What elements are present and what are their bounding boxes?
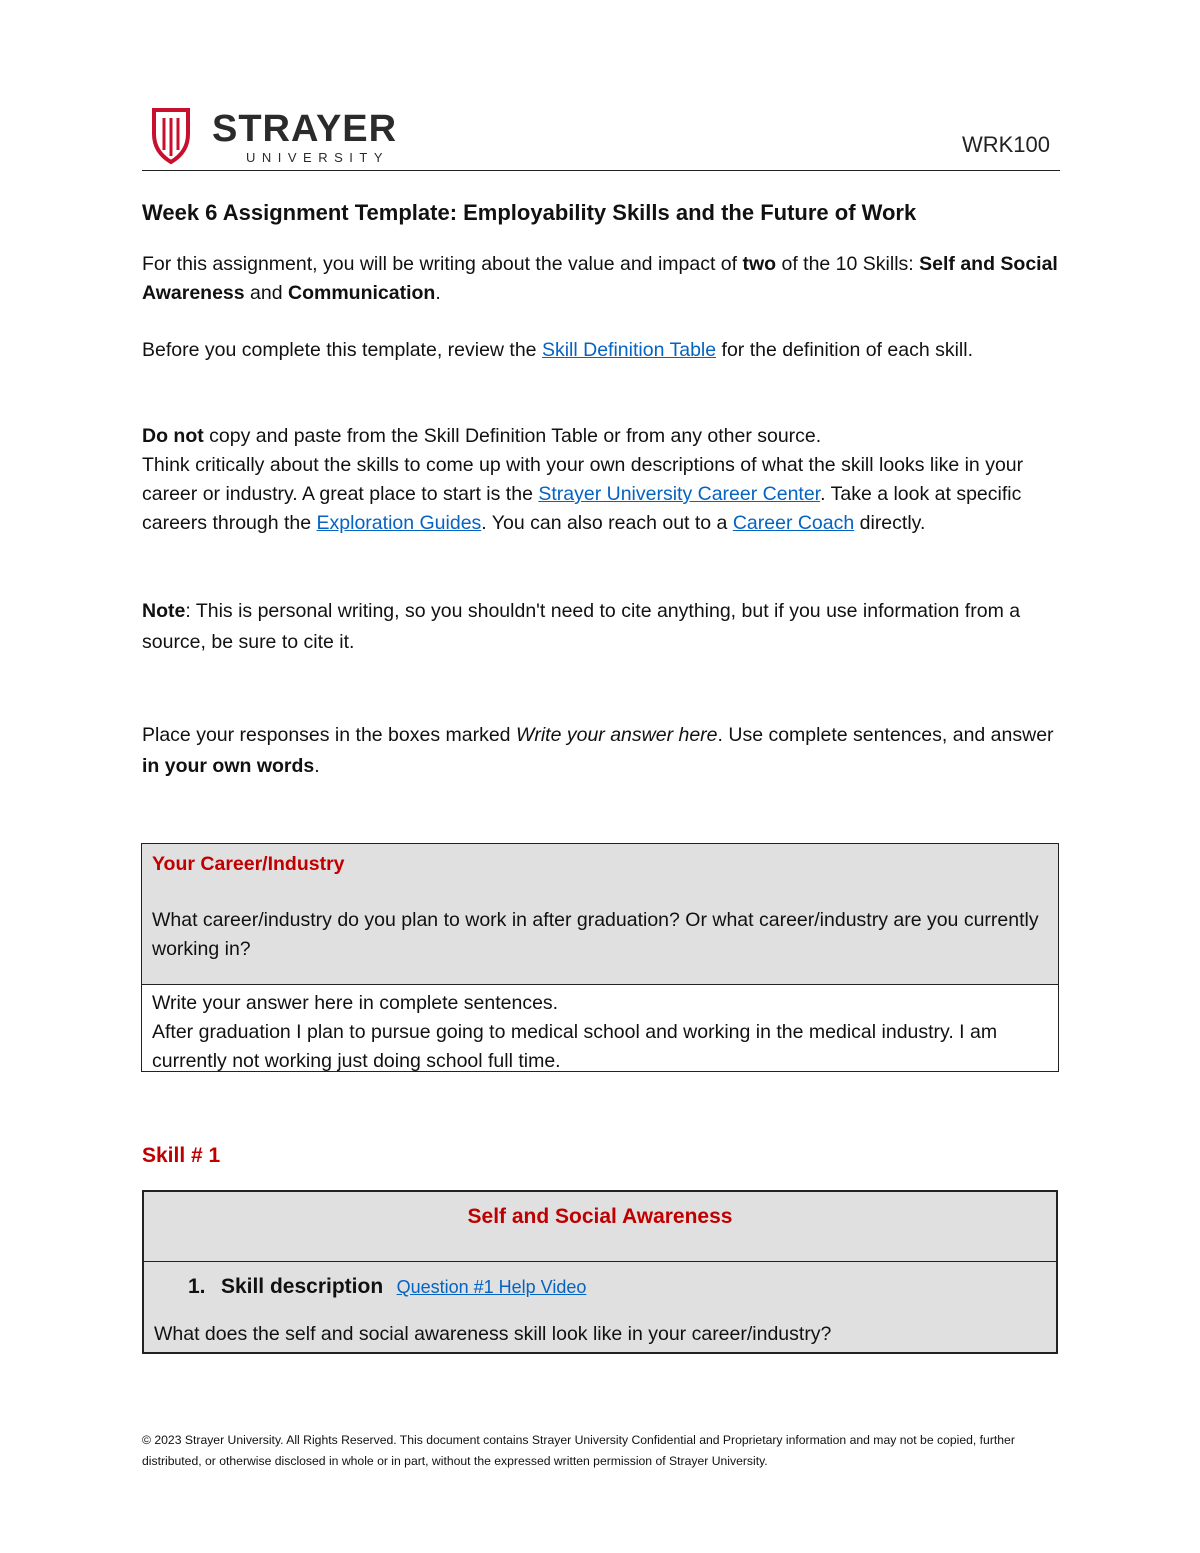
skill-description-heading bbox=[154, 1272, 1046, 1308]
skill-1-label: Skill # 1 bbox=[142, 1144, 221, 1167]
career-answer-cell[interactable] bbox=[142, 985, 1058, 1076]
exploration-guides-link[interactable]: Exploration Guides bbox=[316, 512, 482, 534]
page-header bbox=[142, 98, 1060, 171]
strayer-logo bbox=[150, 104, 420, 166]
career-industry-table bbox=[141, 843, 1059, 1072]
instructions-paragraph: Do not copy and paste from the Skill Definition Table or from any other source. Think critically about the skills to come up with your own descriptions of what the skill looks like in your career or industry. A great place to start is the Strayer University Career Center. Take a look at specific careers through the Exploration Guides. You can also reach out to a Career Coach directly. bbox=[142, 425, 1024, 534]
svg-text:STRAYER: STRAYER bbox=[212, 108, 398, 150]
skill-definition-table-link[interactable]: Skill Definition Table bbox=[541, 339, 717, 361]
review-paragraph: Before you complete this template, review the Skill Definition Table for the definition of each skill. bbox=[142, 339, 973, 361]
career-question: What career/industry do you plan to work in after graduation? Or what career/industry are you currently working in? bbox=[152, 909, 1039, 960]
answer-prompt: Write your answer here in complete sentences. bbox=[152, 992, 559, 1014]
question-1-help-video-link[interactable]: Question #1 Help Video bbox=[396, 1277, 587, 1297]
item-number: 1. bbox=[188, 1275, 206, 1298]
item-title: Skill description bbox=[220, 1275, 384, 1298]
shield-icon bbox=[154, 110, 188, 162]
skill-question: What does the self and social awareness skill look like in your career/industry? bbox=[154, 1323, 832, 1345]
skill-name-cell bbox=[144, 1192, 1056, 1262]
responses-paragraph: Place your responses in the boxes marked Write your answer here. Use complete sentences, and answer in your own words. bbox=[142, 724, 1054, 777]
note-paragraph: Note: This is personal writing, so you shouldn't need to cite anything, but if you use information from a source, be sure to cite it. bbox=[142, 600, 1021, 653]
svg-text:UNIVERSITY: UNIVERSITY bbox=[246, 150, 390, 165]
career-heading: Your Career/Industry bbox=[152, 853, 345, 875]
career-question-cell bbox=[142, 844, 1058, 985]
skill-description-cell bbox=[144, 1262, 1056, 1349]
skill-name: Self and Social Awareness bbox=[467, 1205, 733, 1228]
intro-paragraph: For this assignment, you will be writing about the value and impact of two of the 10 Skills: Self and Social Awareness and Communication. bbox=[142, 253, 1058, 304]
career-coach-link[interactable]: Career Coach bbox=[732, 512, 855, 534]
page-title: Week 6 Assignment Template: Employability Skills and the Future of Work bbox=[142, 200, 917, 225]
copyright-footer: © 2023 Strayer University. All Rights Reserved. This document contains Strayer University Confidential and Proprietary information and may not be copied, further distributed, or otherwise disclosed in whole or in part, without the expressed written permission of Strayer University. bbox=[142, 1433, 1015, 1468]
course-code: WRK100 bbox=[961, 132, 1050, 157]
skill-1-table bbox=[142, 1190, 1058, 1354]
career-answer: After graduation I plan to pursue going to medical school and working in the medical industry. I am currently not working just doing school full time. bbox=[152, 1021, 998, 1072]
career-center-link[interactable]: Strayer University Career Center bbox=[538, 483, 821, 505]
